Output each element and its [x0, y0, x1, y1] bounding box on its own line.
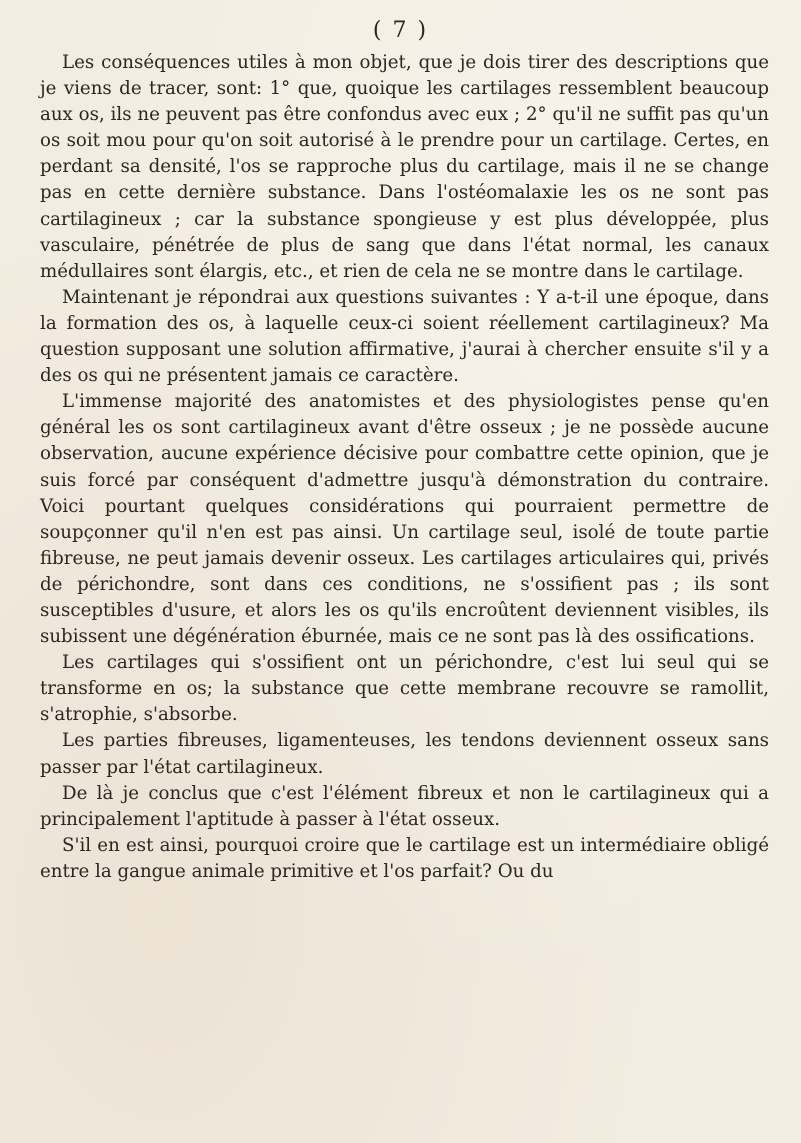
paragraph-1: Les conséquences utiles à mon objet, que je dois tirer des descriptions que je viens de tracer, sont: 1° que, quoique les cartilages ressemblent beaucoup aux os, ils ne peuvent pas être confondus avec eux ; 2° qu'il ne suffit pas qu'un os soit mou pour qu'on soit autorisé à le prendre pour un cartilage. Certes, en perdant sa densité, l'os se rapproche plus du cartilage, mais il ne se change pas en cette dernière substance. Dans l'ostéomalaxie les os ne sont pas cartilagineux ; car la substance spongieuse y est plus développée, plus vasculaire, pénétrée de plus de sang que dans l'état normal, les canaux médullaires sont élargis, etc., et rien de cela ne se montre dans le cartilage.	[40, 52, 769, 282]
paragraph-2: Maintenant je répondrai aux questions suivantes : Y a-t-il une époque, dans la formation des os, à laquelle ceux-ci soient réellement cartilagineux? Ma question supposant une solution affirmative, j'aurai à chercher ensuite s'il y a des os qui ne présentent jamais ce caractère.	[40, 286, 769, 387]
paragraph-3: L'immense majorité des anatomistes et des physiologistes pense qu'en général les os sont cartilagineux avant d'être osseux ; je ne possède aucune observation, aucune expérience décisive pour combattre cette opinion, que je suis forcé par conséquent d'admettre jusqu'à démonstration du contraire. Voici pourtant quelques considérations qui pourraient permettre de soupçonner qu'il n'en est pas ainsi. Un cartilage seul, isolé de toute partie fibreuse, ne peut jamais devenir osseux. Les cartilages articulaires qui, privés de périchondre, sont dans ces conditions, ne s'ossifient pas ; ils sont susceptibles d'usure, et alors les os qu'ils encroûtent deviennent visibles, ils subissent une dégénération éburnée, mais ce ne sont pas là des ossifications.	[40, 391, 769, 648]
page-number: ( 7 )	[372, 18, 429, 43]
paragraph-7: S'il en est ainsi, pourquoi croire que le cartilage est un intermédiaire obligé entre la gangue animale primitive et l'os parfait? Ou du	[40, 834, 769, 882]
paragraph-5: Les parties fibreuses, ligamenteuses, les tendons deviennent osseux sans passer par l'état cartilagineux.	[40, 730, 769, 778]
paragraph-6: De là je conclus que c'est l'élément fibreux et non le cartilagineux qui a principalement l'aptitude à passer à l'état osseux.	[40, 782, 769, 830]
body-text	[40, 50, 769, 885]
paragraph-4: Les cartilages qui s'ossifient ont un périchondre, c'est lui seul qui se transforme en os; la substance que cette membrane recouvre se ramollit, s'atrophie, s'absorbe.	[40, 652, 769, 726]
